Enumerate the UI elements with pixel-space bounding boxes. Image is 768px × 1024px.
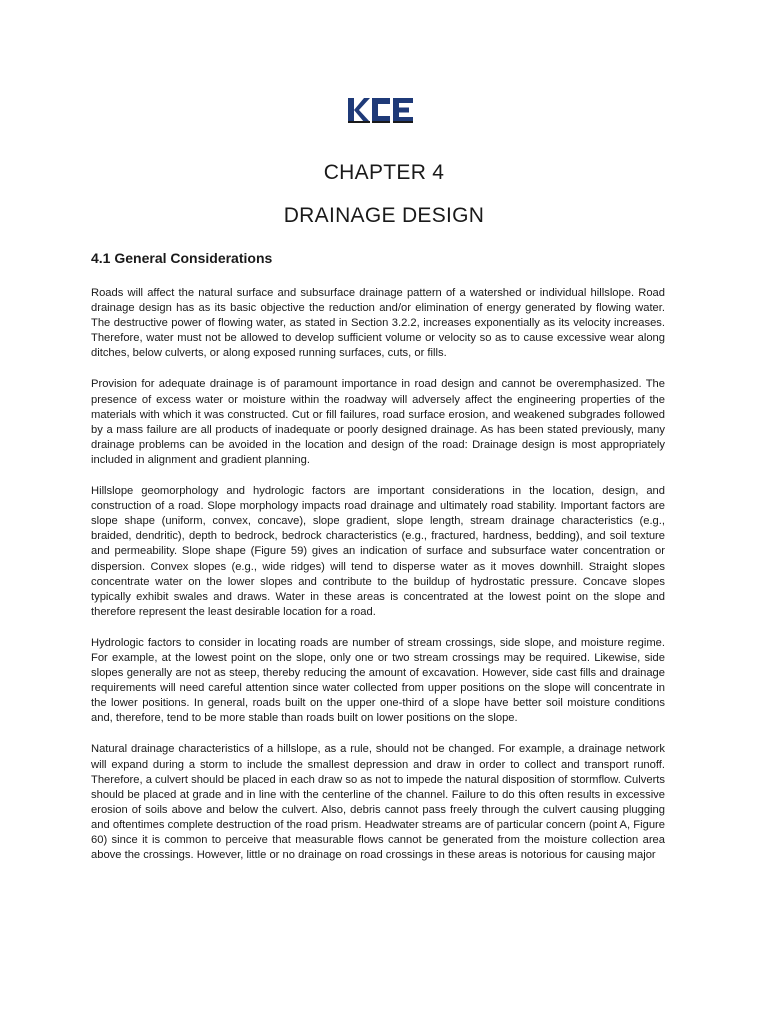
- paragraph: Roads will affect the natural surface and subsurface drainage pattern of a watershed or individual hillslope. Road drainage design has as its basic objective the reduction and/or elimination of energy generated by flowing water. The destructive power of flowing water, as stated in Section 3.2.2, increases exponentially as its velocity increases. Therefore, water must not be allowed to develop sufficient volume or velocity so as to cause excessive wear along ditches, below culverts, or along exposed running surfaces, cuts, or fills.: [91, 287, 665, 360]
- chapter-number: CHAPTER 4: [323, 161, 445, 184]
- paragraph: Natural drainage characteristics of a hillslope, as a rule, should not be changed. For example, a drainage network will expand during a storm to include the smallest depression and draw in order to collect and transport runoff. Therefore, a culvert should be placed in each draw so as not to impede the natural disposition of stormflow. Culverts should be placed at grade and in line with the centerline of the channel. Failure to do this often results in excessive erosion of soils above and below the culvert. Also, debris cannot pass freely through the culvert causing plugging and oftentimes complete destruction of the road prism. Headwater streams are of particular concern (point A, Figure 60) since it is common to perceive that measurable flows cannot be generated from the moisture collection area above the crossings. However, little or no drainage on road crossings in these areas is notorious for causing major: [91, 743, 665, 862]
- kce-logo: [346, 95, 416, 125]
- paragraph: Hydrologic factors to consider in locating roads are number of stream crossings, side slope, and moisture regime. For example, at the lowest point on the slope, only one or two stream crossings may be required. Likewise, side slopes generally are not as steep, thereby reducing the amount of excavation. However, side cast fills and drainage requirements will need careful attention since water collected from upper positions on the slope will concentrate in the lower positions. In general, roads built on the upper one-third of a slope have better soil moisture conditions and, therefore, tend to be more stable than roads built on lower positions on the slope.: [91, 636, 665, 725]
- body-text: [91, 286, 665, 879]
- section-heading: 4.1 General Considerations: [91, 250, 273, 266]
- kce-logo-graphic: [346, 95, 416, 125]
- paragraph: Hillslope geomorphology and hydrologic factors are important considerations in the location, design, and construction of a road. Slope morphology impacts road drainage and ultimately road stability. Important factors are slope shape (uniform, convex, concave), slope gradient, slope length, stream drainage characteristics (e.g., braided, dendritic), depth to bedrock, bedrock characteristics (e.g., fractured, hardness, bedding), and soil texture and permeability. Slope shape (Figure 59) gives an indication of surface and subsurface water concentration or dispersion. Convex slopes (e.g., wide ridges) will tend to disperse water as it moves downhill. Straight slopes concentrate water on the lower slopes and contribute to the buildup of hydrostatic pressure. Concave slopes typically exhibit swales and draws. Water in these areas is concentrated at the lowest point on the slope and therefore represent the least desirable location for a road.: [91, 485, 665, 618]
- paragraph: Provision for adequate drainage is of paramount importance in road design and cannot be overemphasized. The presence of excess water or moisture within the roadway will adversely affect the engineering properties of the materials with which it was constructed. Cut or fill failures, road surface erosion, and weakened subgrades followed by a mass failure are all products of inadequate or poorly designed drainage. As has been stated previously, many drainage problems can be avoided in the location and design of the road: Drainage design is most appropriately included in alignment and gradient planning.: [91, 378, 665, 466]
- chapter-title: DRAINAGE DESIGN: [283, 204, 485, 227]
